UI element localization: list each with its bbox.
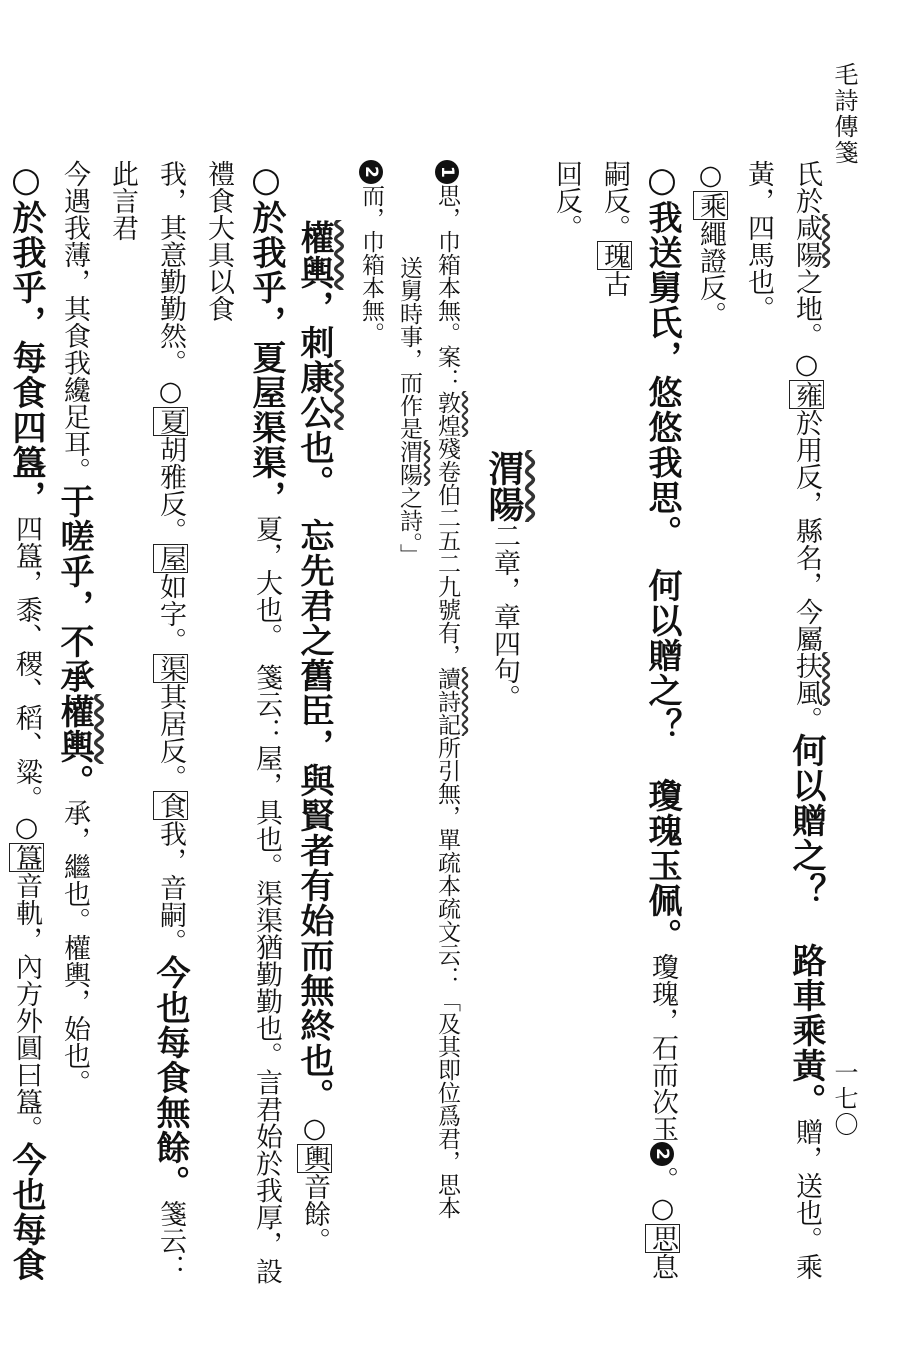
commentary: 音餘。 bbox=[299, 1173, 330, 1254]
footnote-text: 之詩。」 bbox=[396, 486, 422, 567]
boxed-character: 乘 bbox=[695, 192, 726, 219]
commentary: 繩證反。 bbox=[695, 220, 726, 328]
boxed-character: 夏 bbox=[155, 408, 186, 435]
commentary: 我，音嗣。 bbox=[155, 820, 186, 955]
commentary: 今遇我薄，其食我纔足耳。 bbox=[59, 160, 90, 484]
poem-text: 今也每食無餘。 bbox=[150, 955, 190, 1200]
commentary: 回反。 bbox=[551, 160, 582, 241]
open-circle-mark: ○ bbox=[791, 349, 822, 380]
section-circle-mark: ○ bbox=[642, 160, 682, 200]
text-column-2 bbox=[686, 160, 734, 1300]
text-column-9 bbox=[290, 160, 338, 1300]
footnote-marker: 1 bbox=[435, 160, 459, 184]
stanza-count: 二章，章四句。 bbox=[489, 522, 520, 711]
preface-text: 也。 忘先君之舊臣，與賢者有始而無終也。 bbox=[294, 430, 334, 1113]
poem-text: 於我乎，夏屋渠渠， bbox=[246, 200, 286, 515]
commentary: 胡雅反。 bbox=[155, 436, 186, 544]
text: 於用反，縣名，今屬 bbox=[791, 409, 822, 652]
footnote-1-continued bbox=[390, 160, 428, 1300]
page-number: 一七〇 bbox=[830, 1060, 858, 1138]
footnote-1 bbox=[428, 160, 466, 1300]
text-column-11 bbox=[98, 160, 194, 1300]
text-column-10 bbox=[194, 160, 290, 1300]
boxed-character: 簋 bbox=[11, 844, 42, 871]
footnote-2 bbox=[352, 160, 390, 1300]
book-title: 讀詩記 bbox=[434, 667, 460, 736]
boxed-character: 雍 bbox=[791, 381, 822, 408]
poem-title: 權輿 bbox=[294, 220, 334, 290]
poem-text: 。 bbox=[54, 764, 94, 799]
open-circle-mark: ○ bbox=[11, 812, 42, 843]
place-name: 扶風 bbox=[791, 652, 822, 706]
text-column-4 bbox=[542, 160, 590, 1300]
poem-text: 今也每食 bbox=[6, 1142, 46, 1282]
preface-text: ，刺 bbox=[294, 290, 334, 360]
boxed-character: 屋 bbox=[155, 545, 186, 572]
footnote-marker: 2 bbox=[359, 160, 383, 184]
footnote-text: 送舅時事，而作是 bbox=[396, 256, 422, 440]
footnote-text: 殘卷伯二五二九號有， bbox=[434, 437, 460, 667]
commentary: 古 bbox=[599, 270, 630, 297]
boxed-character: 食 bbox=[155, 792, 186, 819]
commentary: 夏，大也。 箋云：屋，具也。渠渠猶勤勤也。言君始於我厚，設禮食大具以食 bbox=[203, 160, 282, 1285]
open-circle-mark: ○ bbox=[695, 160, 726, 191]
text: 。 bbox=[647, 1166, 678, 1193]
commentary: 箋云：此言君 bbox=[107, 160, 186, 1281]
text-columns bbox=[6, 160, 830, 1300]
footnote-marker: 2 bbox=[650, 1142, 674, 1166]
commentary: 四簋，黍、稷、稻、粱。 bbox=[11, 515, 42, 812]
boxed-character: 瑰 bbox=[599, 242, 630, 269]
poem-title: 渭陽 bbox=[483, 450, 525, 522]
person-name: 康公 bbox=[294, 360, 334, 430]
footnote-text: 思，巾箱本無。案： bbox=[434, 184, 460, 391]
commentary: 瓊瑰，石而次玉 bbox=[647, 953, 678, 1142]
text: 。 bbox=[791, 706, 822, 733]
text-column-5 bbox=[480, 160, 528, 1300]
open-circle-mark: ○ bbox=[647, 1193, 678, 1224]
running-title: 毛詩傳箋 bbox=[830, 62, 858, 166]
text-column-12 bbox=[50, 160, 98, 1300]
poem-title-ref: 權輿 bbox=[54, 694, 94, 764]
poem-text: 何以贈之？ 路車乘黃。 bbox=[786, 733, 826, 1118]
text: 氏於 bbox=[791, 160, 822, 214]
text-column-3 bbox=[590, 160, 686, 1300]
commentary: 我，其意勤勤然。 bbox=[155, 160, 186, 376]
place-name: 咸陽 bbox=[791, 214, 822, 268]
commentary: 息嗣反。 bbox=[599, 160, 678, 1280]
section-circle-mark: ○ bbox=[246, 160, 286, 200]
poem-text: 于嗟乎，不承 bbox=[54, 484, 94, 694]
boxed-character: 渠 bbox=[155, 655, 186, 682]
poem-text: 於我乎，每食四簋， bbox=[6, 200, 46, 515]
section-circle-mark: ○ bbox=[6, 160, 46, 200]
open-circle-mark: ○ bbox=[155, 376, 186, 407]
footnote-text: 而，巾箱本無。 bbox=[358, 184, 384, 345]
commentary: 如字。 bbox=[155, 573, 186, 654]
commentary: 贈，送也。乘黃，四馬也。 bbox=[743, 160, 822, 1280]
boxed-character: 輿 bbox=[299, 1145, 330, 1172]
text: 之地。 bbox=[791, 268, 822, 349]
boxed-character: 思 bbox=[647, 1225, 678, 1252]
poem-text: 我送舅氏，悠悠我思。 何以贈之？ 瓊瑰玉佩。 bbox=[642, 200, 682, 953]
commentary: 其居反。 bbox=[155, 683, 186, 791]
footnote-text: 所引無，單疏本疏文云：「及其即位爲君，思本 bbox=[434, 736, 460, 1219]
commentary: 承，繼也。權輿，始也。 bbox=[59, 799, 90, 1096]
source-name: 敦煌 bbox=[434, 391, 460, 437]
text-column-1 bbox=[734, 160, 830, 1300]
open-circle-mark: ○ bbox=[299, 1113, 330, 1144]
commentary: 音軌，內方外圓曰簋。 bbox=[11, 872, 42, 1142]
poem-name: 渭陽 bbox=[396, 440, 422, 486]
text-column-13 bbox=[0, 160, 50, 1300]
